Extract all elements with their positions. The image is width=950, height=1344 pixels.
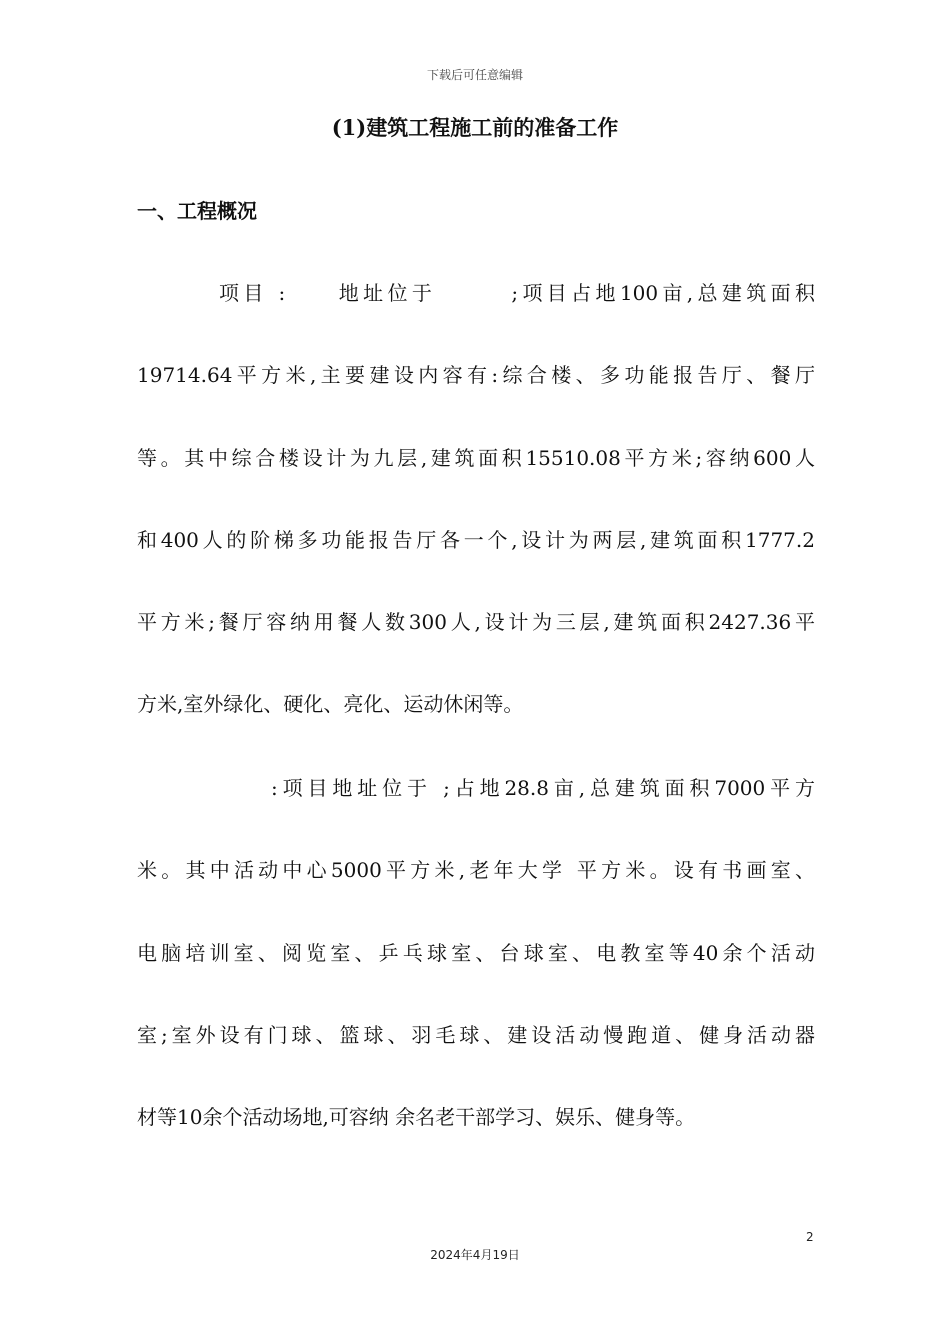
paragraph-1-line-2: 19714.64平方米,主要建设内容有:综合楼、多功能报告厅、餐厅: [137, 363, 815, 387]
footer-date: 2024年4月19日: [430, 1248, 520, 1262]
paragraph-1-line-3: 等。其中综合楼设计为九层,建筑面积15510.08平方米;容纳600人: [137, 446, 815, 470]
paragraph-1-line-5: 平方米;餐厅容纳用餐人数300人,设计为三层,建筑面积2427.36平: [137, 610, 815, 634]
paragraph-1-line-4: 和400人的阶梯多功能报告厅各一个,设计为两层,建筑面积1777.2: [137, 528, 815, 552]
paragraph-2-line-1: :项目地址位于 ;占地28.8亩,总建筑面积7000平方: [271, 776, 815, 800]
document-title: (1)建筑工程施工前的准备工作: [331, 115, 619, 140]
paragraph-1-line-6: 方米,室外绿化、硬化、亮化、运动休闲等。: [137, 692, 524, 716]
header-note: 下载后可任意编辑: [426, 68, 523, 82]
section-heading: 一、工程概况: [137, 199, 257, 223]
paragraph-2-line-3: 电脑培训室、阅览室、乒乓球室、台球室、电教室等40余个活动: [137, 941, 815, 965]
page-number: 2: [806, 1230, 814, 1244]
paragraph-1-line-1: 项目 : 地址位于 ;项目占地100亩,总建筑面积: [219, 281, 815, 305]
paragraph-2-line-2: 米。其中活动中心5000平方米,老年大学 平方米。设有书画室、: [137, 858, 815, 882]
paragraph-2-line-4: 室;室外设有门球、篮球、羽毛球、建设活动慢跑道、健身活动器: [137, 1023, 815, 1047]
paragraph-2-line-5: 材等10余个活动场地,可容纳 余名老干部学习、娱乐、健身等。: [137, 1105, 696, 1129]
